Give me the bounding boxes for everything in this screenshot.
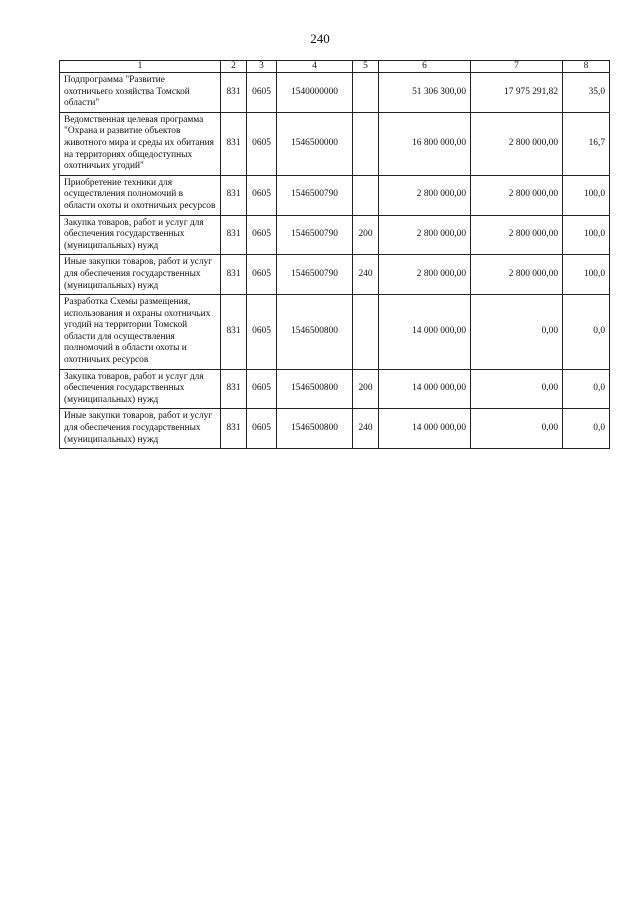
column-header-2: 2 (221, 61, 247, 73)
row-grbs: 831 (221, 409, 247, 449)
row-section: 0605 (247, 409, 277, 449)
row-name: Иные закупки товаров, работ и услуг для обеспечения государственных (муниципальных) нужд (60, 255, 221, 295)
row-grbs: 831 (221, 175, 247, 215)
row-percent: 16,7 (563, 112, 610, 175)
row-name: Закупка товаров, работ и услуг для обеспечения государственных (муниципальных) нужд (60, 215, 221, 255)
row-target-code: 1546500800 (277, 369, 353, 409)
row-expense-type (353, 295, 379, 370)
row-section: 0605 (247, 255, 277, 295)
column-header-8: 8 (563, 61, 610, 73)
column-header-7: 7 (471, 61, 563, 73)
row-grbs: 831 (221, 215, 247, 255)
table-row (60, 409, 610, 449)
row-plan-amount: 14 000 000,00 (379, 369, 471, 409)
row-expense-type: 240 (353, 255, 379, 295)
row-target-code: 1546500790 (277, 255, 353, 295)
header-row (60, 61, 610, 73)
column-header-6: 6 (379, 61, 471, 73)
row-target-code: 1546500800 (277, 295, 353, 370)
row-section: 0605 (247, 369, 277, 409)
row-actual-amount: 0,00 (471, 409, 563, 449)
row-actual-amount: 17 975 291,82 (471, 73, 563, 113)
row-grbs: 831 (221, 295, 247, 370)
row-name: Подпрограмма "Развитие охотничьего хозяйства Томской области" (60, 73, 221, 113)
row-plan-amount: 14 000 000,00 (379, 409, 471, 449)
row-actual-amount: 0,00 (471, 295, 563, 370)
budget-table (59, 60, 610, 449)
row-name: Закупка товаров, работ и услуг для обеспечения государственных (муниципальных) нужд (60, 369, 221, 409)
column-header-1: 1 (60, 61, 221, 73)
row-expense-type (353, 112, 379, 175)
row-section: 0605 (247, 73, 277, 113)
row-percent: 0,0 (563, 295, 610, 370)
row-expense-type: 200 (353, 215, 379, 255)
row-plan-amount: 2 800 000,00 (379, 175, 471, 215)
table-row (60, 112, 610, 175)
row-expense-type (353, 73, 379, 113)
row-grbs: 831 (221, 73, 247, 113)
row-grbs: 831 (221, 255, 247, 295)
row-target-code: 1546500790 (277, 215, 353, 255)
row-expense-type: 240 (353, 409, 379, 449)
row-target-code: 1546500800 (277, 409, 353, 449)
row-section: 0605 (247, 112, 277, 175)
table-row (60, 215, 610, 255)
row-plan-amount: 2 800 000,00 (379, 215, 471, 255)
row-percent: 100,0 (563, 255, 610, 295)
row-name: Разработка Схемы размещения, использования и охраны охотничьих угодий на территории Томской области для осуществления полномочий в области охоты и охотничьих ресурсов (60, 295, 221, 370)
row-actual-amount: 2 800 000,00 (471, 255, 563, 295)
row-percent: 100,0 (563, 175, 610, 215)
row-section: 0605 (247, 295, 277, 370)
row-percent: 35,0 (563, 73, 610, 113)
row-percent: 0,0 (563, 409, 610, 449)
row-actual-amount: 0,00 (471, 369, 563, 409)
column-header-3: 3 (247, 61, 277, 73)
row-target-code: 1540000000 (277, 73, 353, 113)
table-row (60, 295, 610, 370)
row-grbs: 831 (221, 369, 247, 409)
row-plan-amount: 51 306 300,00 (379, 73, 471, 113)
row-plan-amount: 2 800 000,00 (379, 255, 471, 295)
table-header (60, 61, 610, 73)
row-plan-amount: 14 000 000,00 (379, 295, 471, 370)
row-expense-type (353, 175, 379, 215)
page-number: 240 (310, 31, 330, 46)
row-percent: 100,0 (563, 215, 610, 255)
table-body (60, 73, 610, 449)
row-grbs: 831 (221, 112, 247, 175)
row-target-code: 1546500790 (277, 175, 353, 215)
row-actual-amount: 2 800 000,00 (471, 215, 563, 255)
row-actual-amount: 2 800 000,00 (471, 112, 563, 175)
row-expense-type: 200 (353, 369, 379, 409)
row-section: 0605 (247, 215, 277, 255)
table-row (60, 369, 610, 409)
row-percent: 0,0 (563, 369, 610, 409)
table-row (60, 73, 610, 113)
row-name: Иные закупки товаров, работ и услуг для обеспечения государственных (муниципальных) нужд (60, 409, 221, 449)
column-header-5: 5 (353, 61, 379, 73)
table-row (60, 175, 610, 215)
row-section: 0605 (247, 175, 277, 215)
row-actual-amount: 2 800 000,00 (471, 175, 563, 215)
table-row (60, 255, 610, 295)
column-header-4: 4 (277, 61, 353, 73)
row-name: Ведомственная целевая программа "Охрана и развитие объектов животного мира и среды их обитания на территориях общедоступных охотничьих угодий" (60, 112, 221, 175)
row-name: Приобретение техники для осуществления полномочий в области охоты и охотничьих ресурсов (60, 175, 221, 215)
row-target-code: 1546500000 (277, 112, 353, 175)
row-plan-amount: 16 800 000,00 (379, 112, 471, 175)
